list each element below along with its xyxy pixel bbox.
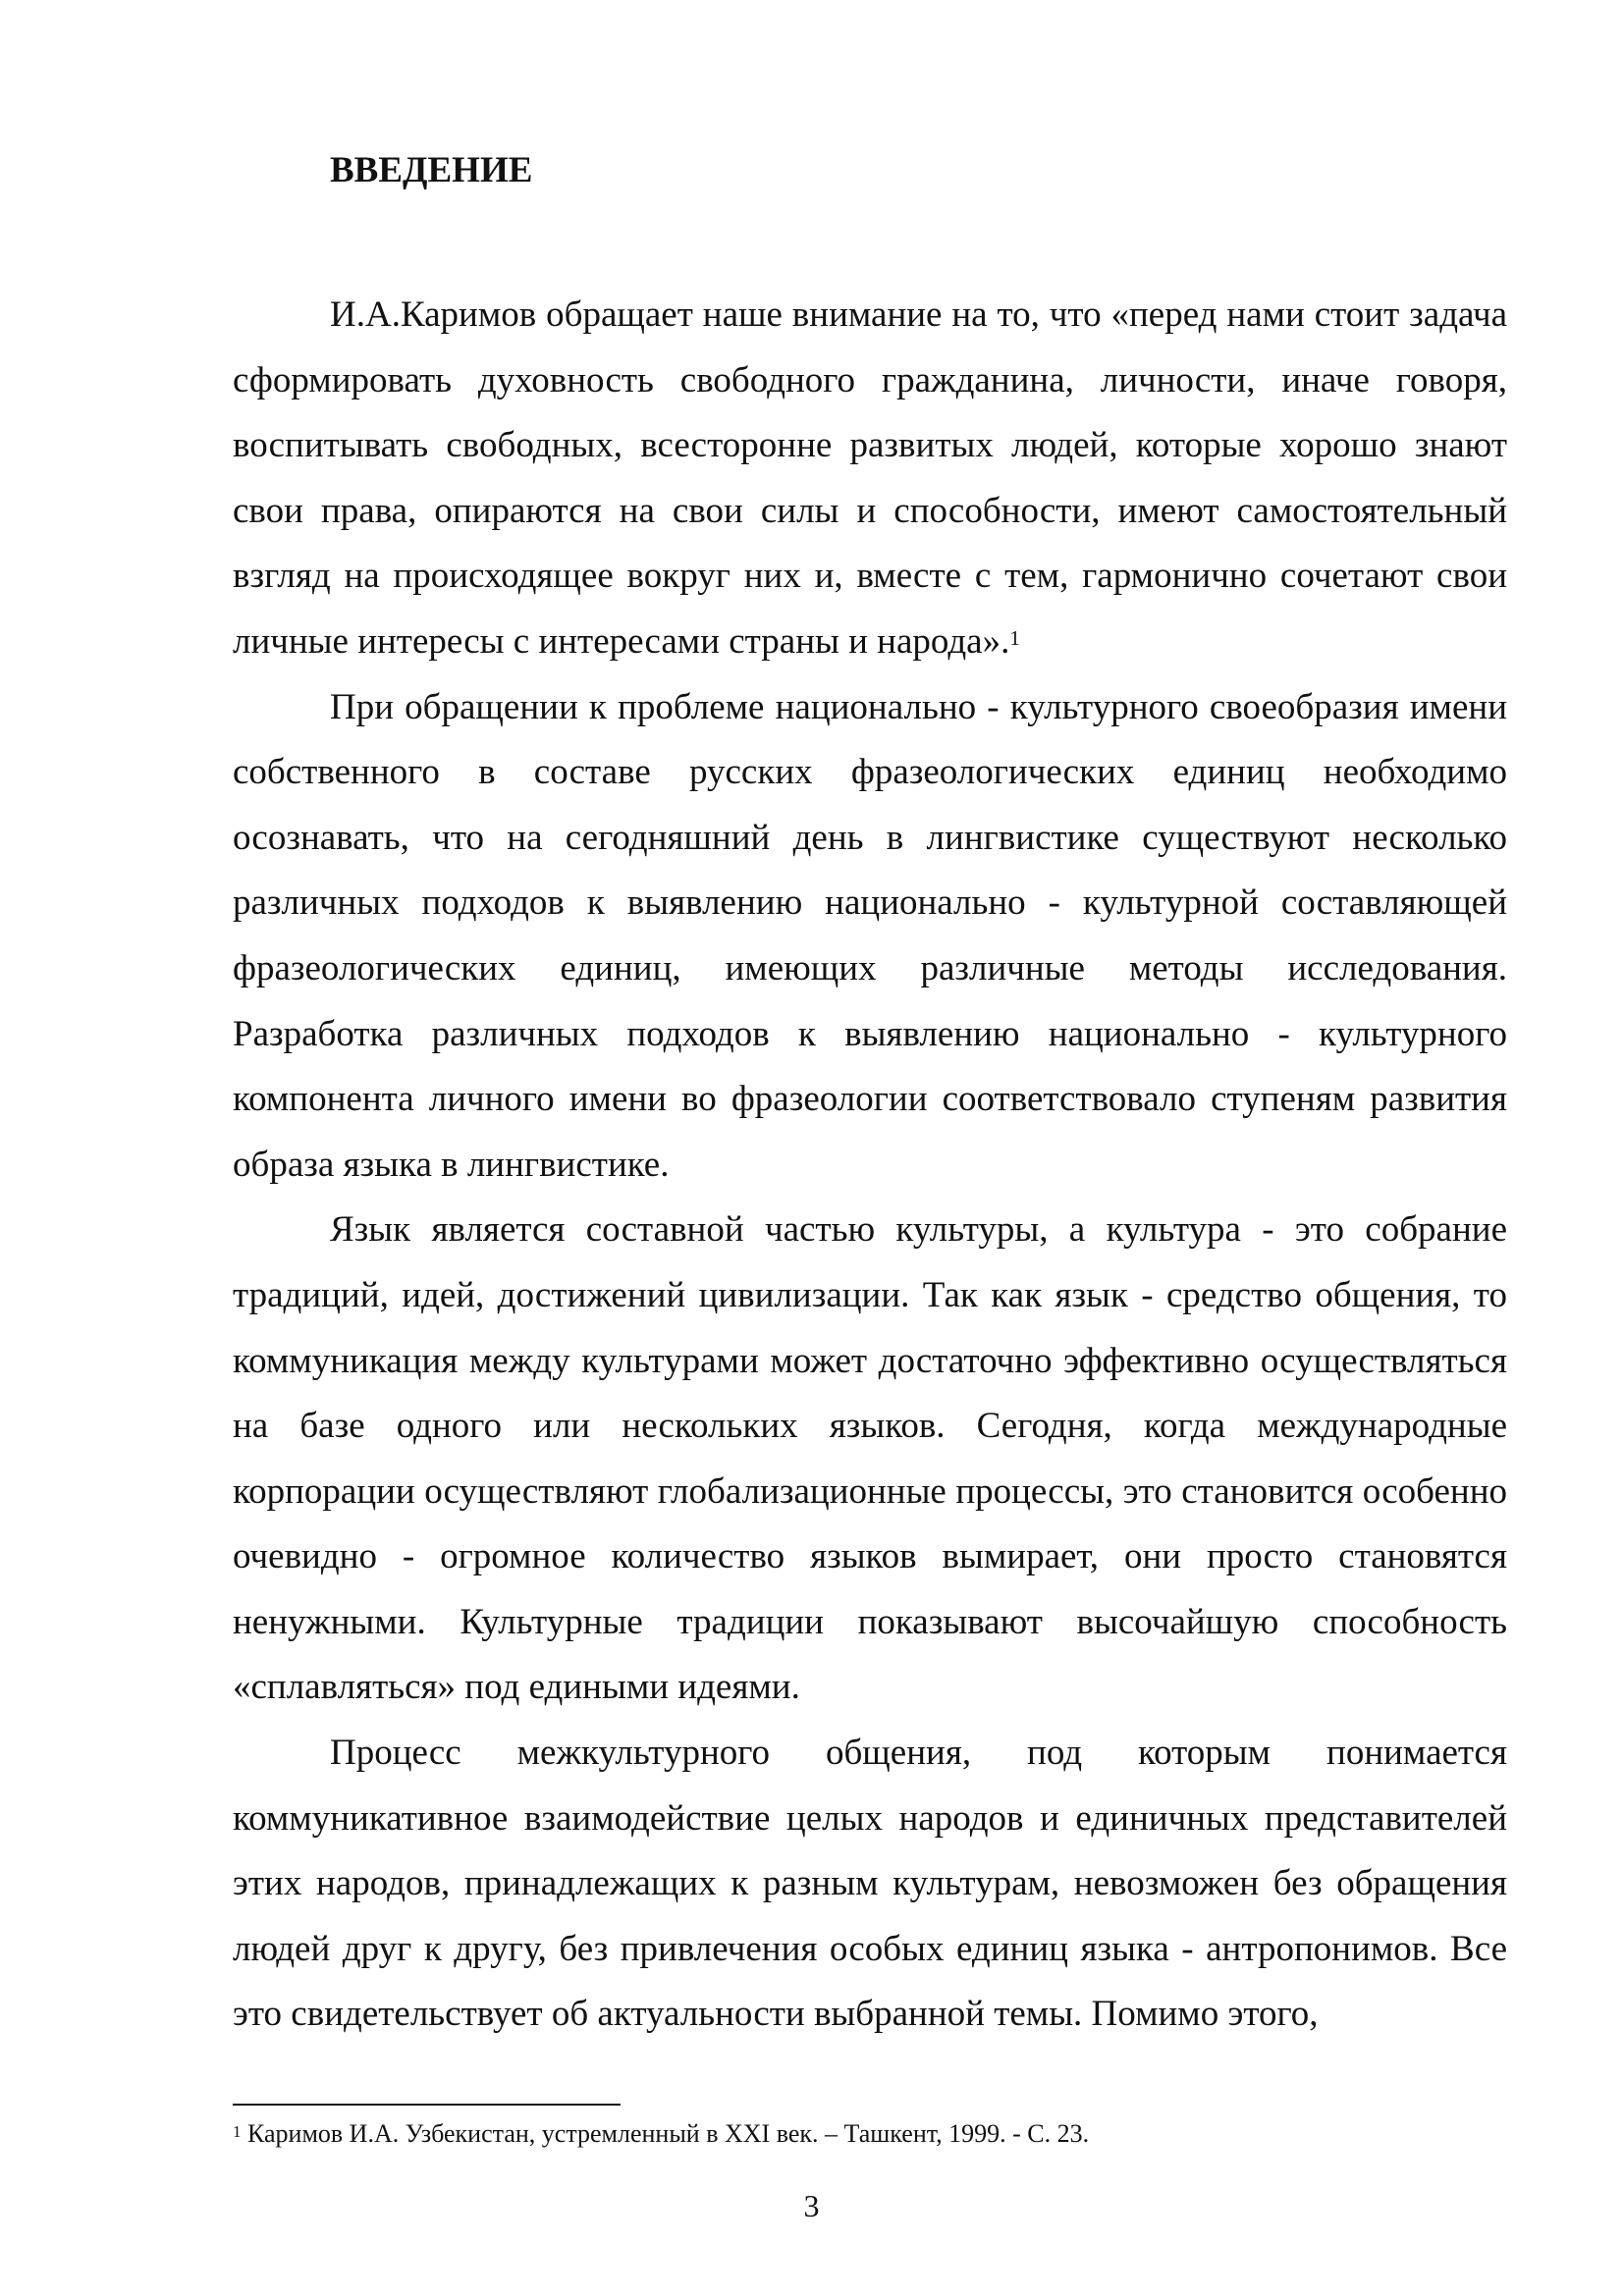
footnote-reference: 1 — [1009, 625, 1020, 650]
page-number: 3 — [803, 2188, 820, 2223]
paragraph-4: Процесс межкультурного общения, под которым понимается коммуникативное взаимодействие целых народов и единичных представителей этих народов, принадлежащих к разным культурам, невозможен без обращения людей друг к другу, без привлечения особых единиц языка - антропонимов. Все это свидетельствует об актуальности выбранной темы. Помимо этого, — [233, 1733, 1507, 2035]
footnote-marker: 1 — [233, 2122, 242, 2141]
paragraph-1-text: И.А.Каримов обращает наше внимание на то, что «перед нами стоит задача сформировать духовность свободного гражданина, личности, иначе говоря, воспитывать свободных, всесторонне развитых людей, которые хорошо знают свои права, опираются на свои силы и способности, имеют самостоятельный взгляд на происходящее вокруг них и, вместе с тем, гармонично сочетают свои личные интересы с интересами страны и народа». — [233, 294, 1507, 662]
paragraph-2: При обращении к проблеме национально - культурного своеобразия имени собственного в составе русских фразеологических единиц необходимо осознавать, что на сегодняшний день в лингвистике существуют несколько различных подходов к выявлению национально - культурной составляющей фразеологических единиц, имеющих различные методы исследования. Разработка различных подходов к выявлению национально - культурного компонента личного имени во фразеологии соответствовало ступеням развития образа языка в лингвистике. — [233, 686, 1507, 1185]
footnote-text: Каримов И.А. Узбекистан, устремленный в XXI век. – Ташкент, 1999. - С. 23. — [241, 2119, 1090, 2148]
footnote — [233, 2117, 1089, 2151]
section-heading: ВВЕДЕНИЕ — [330, 150, 533, 190]
paragraph-1 — [233, 283, 1507, 675]
paragraph-3: Язык является составной частью культуры, а культура - это собрание традиций, идей, достижений цивилизации. Так как язык - средство общения, то коммуникация между культурами может достаточно эффективно осуществляться на базе одного или нескольких языков. Сегодня, когда международные корпорации осуществляют глобализационные процессы, это становится особенно очевидно - огромное количество языков вымирает, они просто становятся ненужными. Культурные традиции показывают высочайшую способность «сплавляться» под едиными идеями. — [233, 1209, 1507, 1708]
body-text — [233, 283, 1507, 2048]
footnote-separator — [233, 2104, 621, 2106]
